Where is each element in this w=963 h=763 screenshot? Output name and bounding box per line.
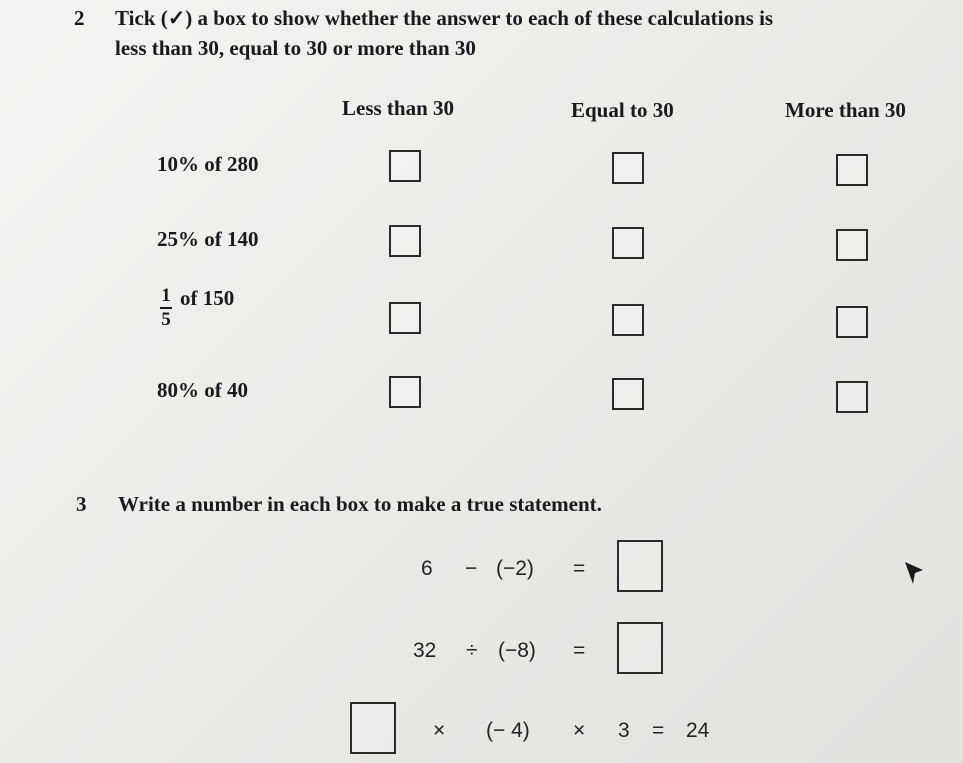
fraction-denominator: 5	[161, 309, 171, 330]
tick-box-row2-equal[interactable]	[612, 227, 644, 259]
eq3-times-2: ×	[573, 719, 586, 742]
tick-box-row2-less[interactable]	[389, 225, 421, 257]
eq3-operand-b: (− 4)	[486, 719, 530, 742]
eq2-equals: =	[573, 639, 586, 662]
eq2-answer-box[interactable]	[617, 622, 663, 674]
header-more-than-30: More than 30	[785, 98, 906, 122]
question-3-text: Write a number in each box to make a true statement.	[118, 492, 602, 516]
tick-box-row2-more[interactable]	[836, 229, 868, 261]
row-label-25-percent-of-140: 25% of 140	[157, 227, 259, 251]
eq3-times-1: ×	[433, 719, 446, 742]
eq3-answer-box[interactable]	[350, 702, 396, 754]
tick-box-row1-less[interactable]	[389, 150, 421, 182]
eq1-operand-b: (−2)	[496, 557, 534, 580]
row-label-of-150: of 150	[180, 285, 235, 310]
eq2-operand-a: 32	[413, 639, 437, 662]
fraction-one-fifth	[160, 286, 172, 330]
header-equal-to-30: Equal to 30	[571, 98, 674, 122]
eq1-answer-box[interactable]	[617, 540, 663, 592]
tick-box-row3-equal[interactable]	[612, 304, 644, 336]
question-2-number: 2	[74, 6, 85, 30]
eq3-operand-c: 3	[618, 719, 630, 742]
tick-box-row4-less[interactable]	[389, 376, 421, 408]
tick-box-row1-more[interactable]	[836, 154, 868, 186]
header-less-than-30: Less than 30	[342, 96, 455, 120]
eq3-equals: =	[652, 719, 665, 742]
eq1-operand-a: 6	[421, 557, 433, 580]
row-label-80-percent-of-40: 80% of 40	[157, 378, 248, 402]
mouse-pointer-icon	[903, 560, 927, 590]
row-label-10-percent-of-280: 10% of 280	[157, 152, 259, 176]
eq2-divide: ÷	[466, 639, 478, 662]
fraction-numerator: 1	[161, 285, 171, 306]
question-2-text-line1: Tick (✓) a box to show whether the answer to each of these calculations is	[115, 6, 774, 30]
tick-box-row4-equal[interactable]	[612, 378, 644, 410]
tick-box-row1-equal[interactable]	[612, 152, 644, 184]
question-3-number: 3	[76, 492, 87, 516]
tick-box-row3-more[interactable]	[836, 306, 868, 338]
eq1-minus: −	[465, 557, 478, 580]
question-2-text-line2: less than 30, equal to 30 or more than 30	[115, 36, 476, 60]
row-label-fifth-of-150	[160, 286, 234, 330]
tick-box-row4-more[interactable]	[836, 381, 868, 413]
eq2-operand-b: (−8)	[498, 639, 536, 662]
eq1-equals: =	[573, 557, 586, 580]
eq3-result: 24	[686, 719, 710, 742]
tick-box-row3-less[interactable]	[389, 302, 421, 334]
